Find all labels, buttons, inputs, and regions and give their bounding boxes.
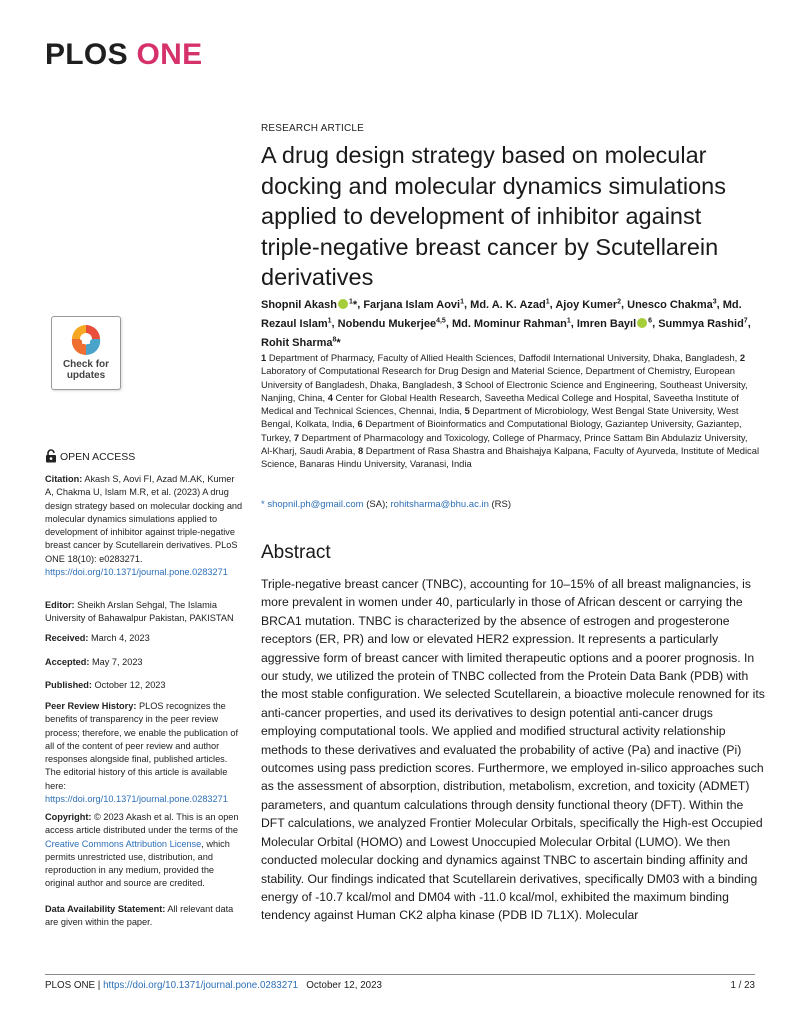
logo-one: ONE bbox=[136, 38, 203, 71]
author-list: Shopnil Akash $^1$*, Farjana Islam Aovi$^1$, Md. A. K. Azad$^1$, Ajoy Kumer$^2$, Unesco Chakma$^3$, Md. Rezaul Islam$^1$, Nobendu Mukerjee$^{4,5}$, Md. Mominur Rahman$^1$, Imren Bayıl $^6$, Summya Rashid$^7$, Rohit Sharma$^8$* bbox=[261, 298, 751, 350]
author[interactable] bbox=[577, 318, 652, 330]
cc-license-link[interactable]: Creative Commons Attribution License bbox=[45, 838, 202, 849]
author-affiliation-number: 1 bbox=[545, 298, 550, 305]
citation-block bbox=[45, 473, 245, 579]
editor-block bbox=[45, 599, 245, 626]
open-access bbox=[45, 449, 135, 463]
affiliation-text: School of Electronic Science and Engineering, Southeast University, Nanjing, China, bbox=[261, 378, 748, 403]
affiliation-number: 5 bbox=[464, 405, 470, 417]
author[interactable] bbox=[627, 299, 717, 311]
open-access-label: OPEN ACCESS bbox=[60, 451, 136, 463]
author-name: Md. A. K. Azad bbox=[470, 298, 546, 311]
check-updates-label-2: updates bbox=[66, 370, 106, 381]
check-updates-icon bbox=[70, 323, 102, 357]
affiliation-number: 2 bbox=[739, 352, 746, 363]
affiliation-text: Department of Microbiology, West Bengal State University, West Bengal, Kolkata, India, bbox=[261, 405, 739, 430]
author-affiliation-number: 1 bbox=[327, 317, 332, 325]
author-name: Shopnil Akash bbox=[261, 298, 337, 311]
author[interactable] bbox=[338, 318, 446, 330]
author-name: Unesco Chakma bbox=[627, 298, 713, 311]
email-owner-2: (RS) bbox=[491, 499, 512, 510]
author-affiliation-number: 1 bbox=[460, 298, 465, 305]
affiliation-number: 7 bbox=[293, 431, 300, 443]
author-affiliation-number: 2 bbox=[617, 298, 622, 305]
affiliation-text: Department of Rasa Shastra and Bhaishajya Kalpana, Faculty of Ayurveda, Institute of Medical Science, Banaras Hindu University, Varanasi, India bbox=[261, 445, 760, 470]
peer-review-block bbox=[45, 700, 245, 806]
footer-doi-link[interactable]: https://doi.org/10.1371/journal.pone.0283271 bbox=[103, 980, 299, 991]
article-title: A drug design strategy based on molecular docking and molecular dynamics simulations applied to development of inhibitor against triple-negative breast cancer by Scutellarein derivatives bbox=[261, 142, 726, 290]
author[interactable] bbox=[452, 318, 571, 330]
editor-text: Sheikh Arslan Sehgal, The Islamia University of Bahawalpur Pakistan, PAKISTAN bbox=[45, 600, 234, 624]
open-lock-icon bbox=[45, 449, 57, 463]
footer-journal: PLOS ONE | bbox=[45, 980, 101, 991]
copyright-text-2: , which permits unrestricted use, distribution, and reproduction in any medium, provided the original author and source are credited. bbox=[45, 838, 230, 889]
page-footer bbox=[45, 980, 382, 991]
author-name: Ajoy Kumer bbox=[555, 298, 618, 311]
published-label: Published: bbox=[45, 680, 92, 690]
email-link-1[interactable]: shopnil.ph@gmail.com bbox=[267, 499, 364, 510]
journal-logo[interactable] bbox=[45, 38, 202, 72]
author-affiliation-number: 1 bbox=[349, 298, 353, 305]
footer-divider bbox=[45, 974, 755, 975]
author[interactable] bbox=[363, 299, 464, 311]
author[interactable] bbox=[658, 318, 748, 330]
affiliation-number: 4 bbox=[327, 391, 333, 403]
affiliation-number: 3 bbox=[456, 378, 463, 390]
abstract-text: Triple-negative breast cancer (TNBC), accounting for 10–15% of all breast malignancies, is more prevalent in women under 40, particularly in those of African descent or carrying the BRCA1 mutation. TNBC is characterized by the absence of estrogen and progesterone receptors (ER, PR) and low or elevated HER2 expression. It represents a particularly aggressive form of breast cancer with limited therapeutic options and a poorer prognosis. In our study, we utilized the protein of TNBC collected from the Protein Data Bank (PDB) with the most stable configuration. We selected Scutellarein, a bioactive molecule renowned for its anti-cancer properties, and used its derivatives to design potential anti-cancer drugs employing computational tools. We applied and modified structural activity relationship methods to these derivatives and evaluated the probability of active (Pa) and inactive (Pi) outcomes using pass prediction scores. Furthermore, we employed in-silico approaches such as the assessment of absorption, distribution, metabolism, excretion, and toxicity (ADMET) parameters, and quantum calculations through density functional theory (DFT). Within the DFT calculations, we analyzed Frontier Molecular Orbitals, specifically the High-est Occupied Molecular Orbital (HOMO) and Lowest Unoccupied Molecular Orbital (LUMO). We then conducted molecular docking and dynamics against TNBC to ascertain binding affinity and stability. Our findings indicated that Scutellarein derivatives, specifically DM03 with a binding energy of -10.7 kcal/mol and DM04 with -11.0 kcal/mol, exhibited the maximum binding tendency against Human CK2 alpha kinase (PDB ID 7L1X). Molecular bbox=[261, 577, 765, 923]
corresponding-mark: * bbox=[336, 337, 341, 350]
affiliations bbox=[261, 351, 761, 471]
affiliation-text: Center for Global Health Research, Saveetha Medical College and Hospital, Saveetha Institute of Medical and Technical Sciences, Chennai, India, bbox=[261, 391, 739, 417]
logo-plos: PLOS bbox=[45, 38, 128, 71]
received-line bbox=[45, 632, 245, 645]
author-name: Farjana Islam Aovi bbox=[363, 298, 461, 311]
accepted-label: Accepted: bbox=[45, 657, 90, 667]
editor-label: Editor: bbox=[45, 600, 75, 610]
affiliation-text: Laboratory of Computational Research for Drug Design and Material Science, Department of Chemistry, European University of Bangladesh, Dhaka, Bangladesh, bbox=[261, 365, 736, 390]
citation-text: Akash S, Aovi FI, Azad M.AK, Kumer A, Chakma U, Islam M.R, et al. (2023) A drug design strategy based on molecular docking and molecular dynamics simulations applied to development of inhibitor against triple-negative breast cancer by Scutellarein derivatives. PLoS ONE 18(10): e0283271. bbox=[45, 474, 243, 564]
orcid-icon[interactable] bbox=[338, 299, 348, 309]
published-line bbox=[45, 679, 245, 692]
author-affiliation-number: 6 bbox=[648, 317, 653, 325]
author[interactable] bbox=[555, 299, 621, 311]
citation-doi-link[interactable]: https://doi.org/10.1371/journal.pone.0283271 bbox=[45, 567, 228, 578]
published-date: October 12, 2023 bbox=[94, 680, 166, 690]
author-affiliation-number: 1 bbox=[566, 317, 571, 325]
affiliation-number: 8 bbox=[357, 445, 364, 457]
data-availability-text: All relevant data are given within the paper. bbox=[45, 904, 234, 928]
data-availability-block bbox=[45, 903, 245, 930]
copyright-text-1: © 2023 Akash et al. This is an open access article distributed under the terms of the bbox=[45, 812, 239, 836]
author-affiliation-number: 4,5 bbox=[436, 317, 446, 325]
accepted-line bbox=[45, 656, 245, 669]
copyright-label: Copyright: bbox=[45, 812, 92, 822]
author-name: Md. Rezaul Islam bbox=[261, 298, 742, 330]
author[interactable] bbox=[261, 337, 341, 349]
author-name: Nobendu Mukerjee bbox=[337, 317, 437, 330]
peer-review-link[interactable]: https://doi.org/10.1371/journal.pone.0283271 bbox=[45, 794, 228, 805]
author-name: Rohit Sharma bbox=[261, 337, 333, 350]
abstract-heading: Abstract bbox=[261, 542, 331, 563]
email-owner-1: (SA); bbox=[366, 499, 388, 510]
check-updates-label-1: Check for bbox=[62, 359, 110, 370]
copyright-block bbox=[45, 811, 245, 891]
author[interactable] bbox=[261, 299, 357, 311]
affiliation-number: 1 bbox=[261, 352, 267, 363]
author-affiliation-number: 8 bbox=[332, 336, 337, 344]
citation-label: Citation: bbox=[45, 474, 83, 484]
peer-review-text: PLOS recognizes the benefits of transparency in the peer review process; therefore, we enable the publication of all of the content of peer review and author responses alongside final, published articles. The editorial history of this article is available here: bbox=[45, 701, 239, 791]
article-type: RESEARCH ARTICLE bbox=[261, 123, 365, 134]
check-for-updates-button[interactable] bbox=[51, 316, 121, 390]
affiliation-text: Department of Bioinformatics and Computational Biology, Gaziantep University, Gaziantep, Turkey, bbox=[261, 418, 742, 443]
page-number: 1 / 23 bbox=[730, 980, 755, 991]
accepted-date: May 7, 2023 bbox=[91, 657, 143, 667]
data-availability-label: Data Availability Statement: bbox=[45, 904, 166, 914]
affiliation-number: 6 bbox=[357, 418, 363, 430]
corresponding-contact bbox=[261, 499, 511, 510]
received-label: Received: bbox=[45, 633, 89, 643]
footer-date: October 12, 2023 bbox=[306, 980, 382, 991]
author-name: Imren Bayıl bbox=[576, 317, 637, 330]
corresponding-star: * bbox=[261, 499, 265, 510]
author-name: Md. Mominur Rahman bbox=[451, 317, 567, 330]
peer-review-label: Peer Review History: bbox=[45, 701, 137, 711]
orcid-icon[interactable] bbox=[637, 318, 647, 328]
email-link-2[interactable]: rohitsharma@bhu.ac.in bbox=[390, 499, 489, 510]
affiliation bbox=[261, 352, 737, 363]
affiliation-text: Department of Pharmacology and Toxicology, College of Pharmacy, Prince Sattam Bin Abdulaziz University, Al-Kharj, Saudi Arabia, bbox=[261, 431, 748, 457]
corresponding-mark: * bbox=[352, 298, 358, 311]
author-affiliation-number: 3 bbox=[712, 298, 717, 305]
affiliation-text: Department of Pharmacy, Faculty of Allied Health Sciences, Daffodil International University, Dhaka, Bangladesh, bbox=[266, 352, 738, 363]
author[interactable] bbox=[470, 299, 549, 311]
author-affiliation-number: 7 bbox=[743, 317, 748, 325]
author-name: Summya Rashid bbox=[658, 317, 744, 330]
received-date: March 4, 2023 bbox=[90, 633, 150, 643]
